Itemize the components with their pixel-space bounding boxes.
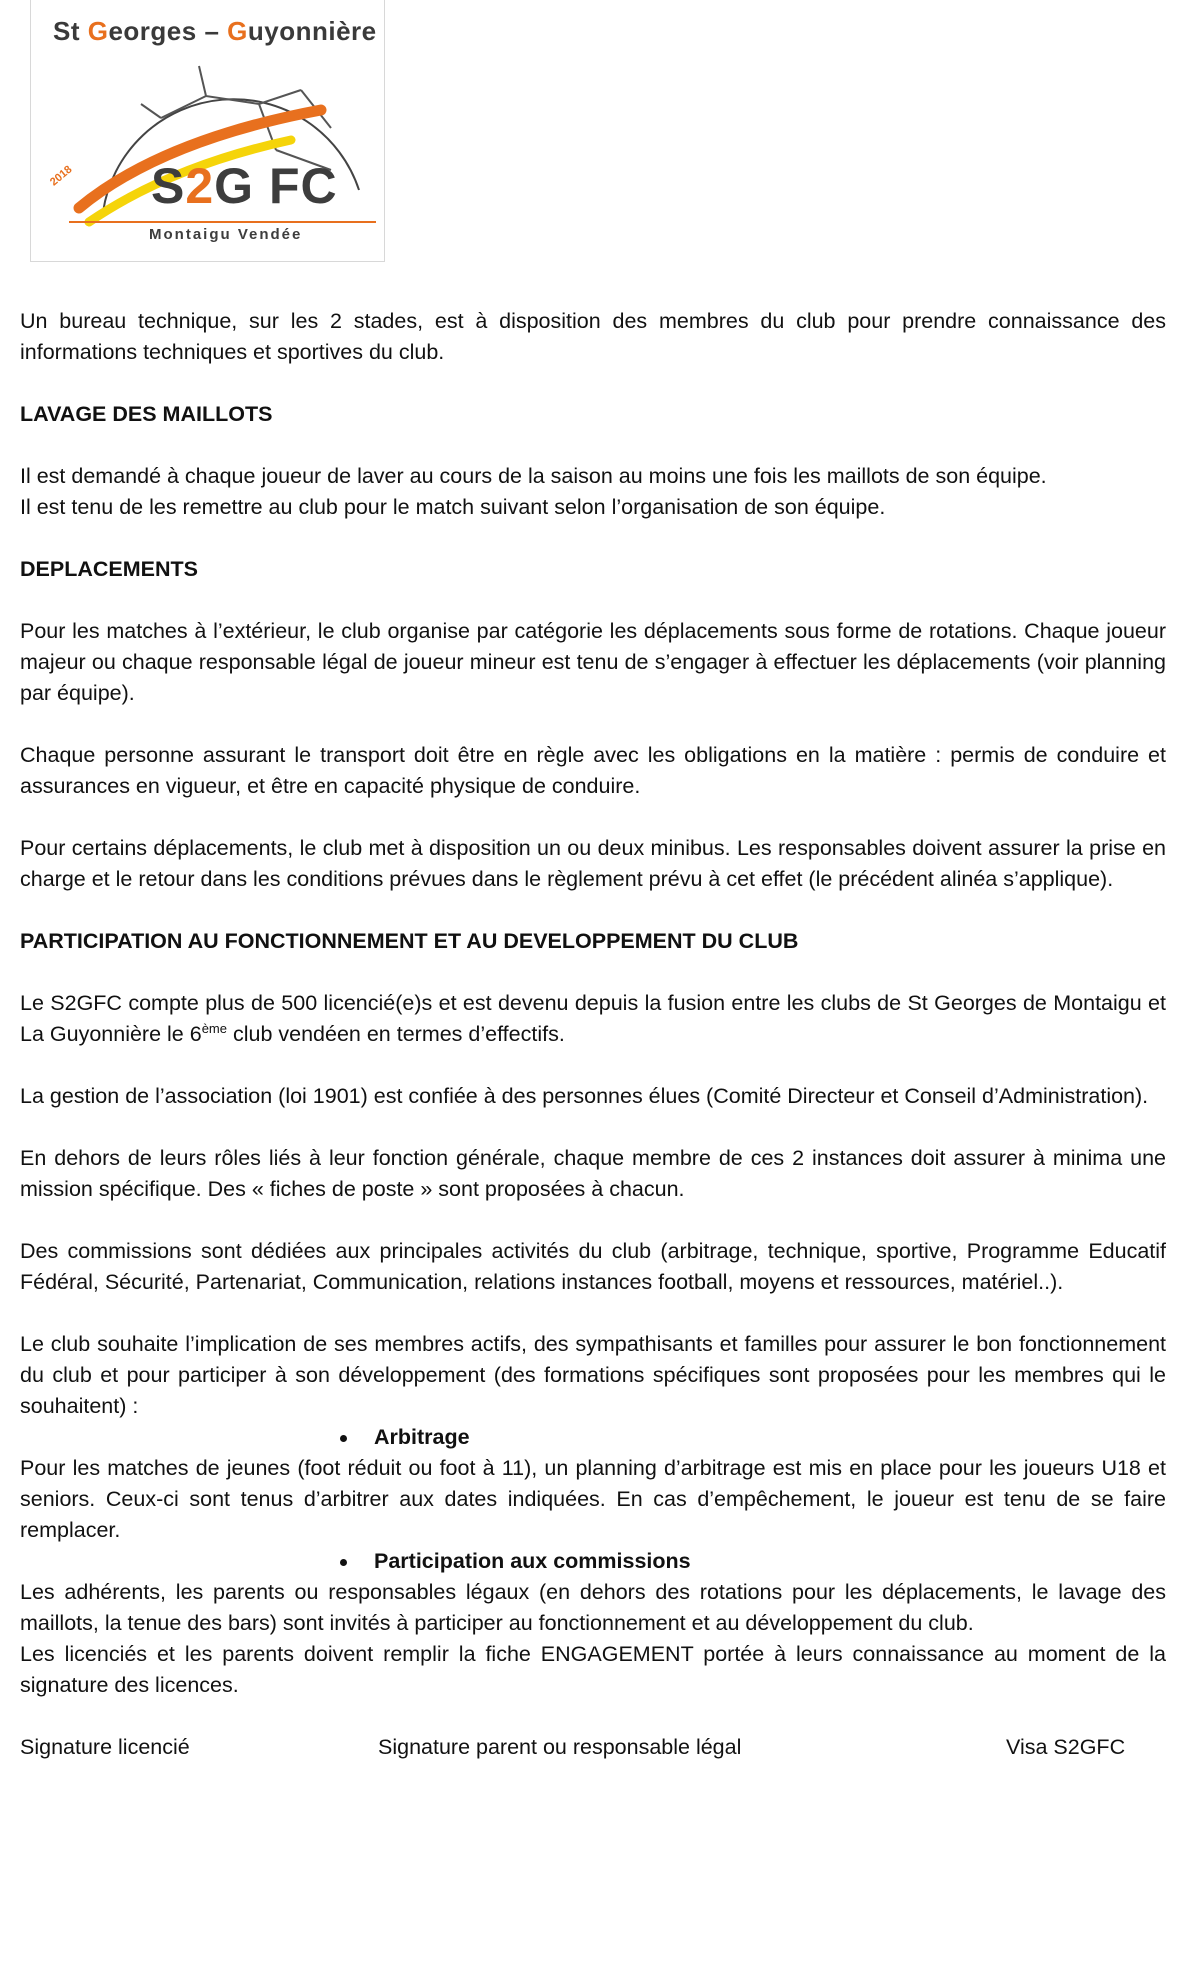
section-heading-deplacements: DEPLACEMENTS [20, 557, 198, 581]
bullet-commissions: Participation aux commissions [20, 1546, 1166, 1577]
visa-club-label: Visa S2GFC [1006, 1735, 1126, 1759]
logo-subtitle: Montaigu Vendée [149, 226, 303, 243]
logo-wordmark: S2G FC [151, 158, 338, 214]
lavage-line-1: Il est demandé à chaque joueur de laver au cours de la saison au moins une fois les maillots de son équipe. [20, 464, 1047, 488]
commissions-paragraph-2: Les licenciés et les parents doivent remplir la fiche ENGAGEMENT portée à leurs connaissance au moment de la signature des licences. [20, 1642, 1166, 1697]
deplacements-paragraph-1: Pour les matches à l’extérieur, le club organise par catégorie les déplacements sous forme de rotations. Chaque joueur majeur ou chaque responsable légal de joueur mineur est tenu de s’engager à effectuer les déplacements (voir planning par équipe). [20, 619, 1166, 705]
arbitrage-paragraph: Pour les matches de jeunes (foot réduit ou foot à 11), un planning d’arbitrage est mis en place pour les joueurs U18 et seniors. Ceux-ci sont tenus d’arbitrer aux dates indiquées. En cas d’empêchement, le joueur est tenu de se faire remplacer. [20, 1456, 1166, 1542]
participation-paragraph-1: Le S2GFC compte plus de 500 licencié(e)s et est devenu depuis la fusion entre les clubs de St Georges de Montaigu et La Guyonnière le 6ème club vendéen en termes d’effectifs. [20, 991, 1166, 1046]
commissions-paragraph-1: Les adhérents, les parents ou responsables légaux (en dehors des rotations pour les déplacements, le lavage des maillots, la tenue des bars) sont invités à participer au fonctionnement et au développement du club. [20, 1580, 1166, 1635]
signature-row [20, 1732, 1166, 1763]
participation-paragraph-4: Des commissions sont dédiées aux principales activités du club (arbitrage, technique, sportive, Programme Educatif Fédéral, Sécurité, Partenariat, Communication, relations instances football, moyens et ressources, matériel..). [20, 1239, 1166, 1294]
signature-parent-label: Signature parent ou responsable légal [378, 1735, 742, 1759]
logo-club-name: St Georges – Guyonnière [53, 16, 377, 46]
deplacements-paragraph-3: Pour certains déplacements, le club met à disposition un ou deux minibus. Les responsables doivent assurer la prise en charge et le retour dans les conditions prévues dans le règlement prévu à cet effet (le précédent alinéa s’applique). [20, 836, 1166, 891]
bullet-arbitrage: Arbitrage [20, 1422, 1166, 1453]
participation-paragraph-5: Le club souhaite l’implication de ses membres actifs, des sympathisants et familles pour assurer le bon fonctionnement du club et pour participer à son développement (des formations spécifiques sont proposées pour les membres qui le souhaitent) : [20, 1332, 1166, 1418]
document-body [20, 306, 1166, 1763]
section-heading-lavage: LAVAGE DES MAILLOTS [20, 402, 273, 426]
intro-paragraph: Un bureau technique, sur les 2 stades, est à disposition des membres du club pour prendre connaissance des informations techniques et sportives du club. [20, 309, 1166, 364]
section-heading-participation: PARTICIPATION AU FONCTIONNEMENT ET AU DEVELOPPEMENT DU CLUB [20, 929, 799, 953]
participation-paragraph-3: En dehors de leurs rôles liés à leur fonction générale, chaque membre de ces 2 instances doit assurer à minima une mission spécifique. Des « fiches de poste » sont proposées à chacun. [20, 1146, 1166, 1201]
logo-year: 2018 [48, 163, 75, 189]
deplacements-paragraph-2: Chaque personne assurant le transport doit être en règle avec les obligations en la matière : permis de conduire et assurances en vigueur, et être en capacité physique de conduire. [20, 743, 1166, 798]
club-logo [30, 0, 385, 262]
lavage-line-2: Il est tenu de les remettre au club pour le match suivant selon l’organisation de son équipe. [20, 495, 886, 519]
signature-licencie-label: Signature licencié [20, 1735, 190, 1759]
participation-paragraph-2: La gestion de l’association (loi 1901) est confiée à des personnes élues (Comité Directeur et Conseil d’Administration). [20, 1084, 1149, 1108]
